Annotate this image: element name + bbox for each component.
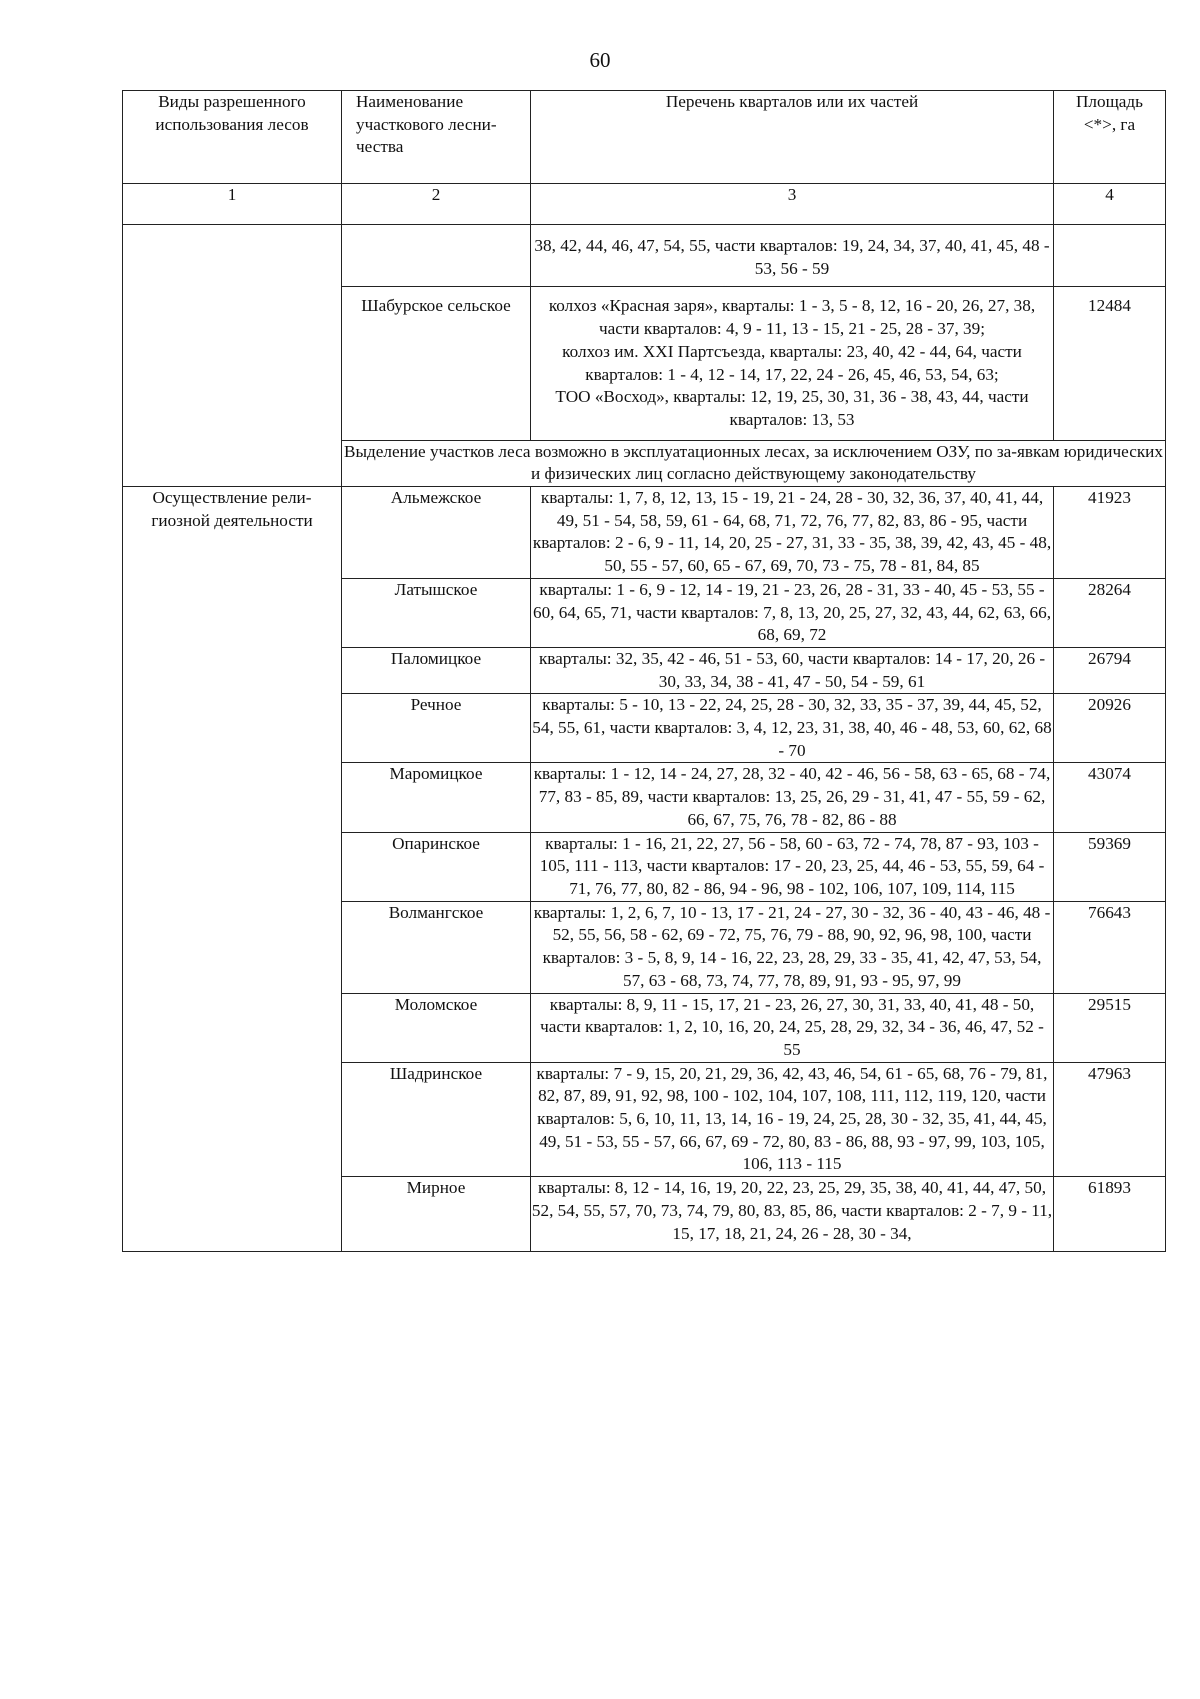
quarters-cell: кварталы: 5 - 10, 13 - 22, 24, 25, 28 - 30, 32, 33, 35 - 37, 39, 44, 45, 52, 54, 55, 61, части кварталов: 3, 4, 12, 23, 31, 38, 40, 46 - 48, 53, 60, 62, 68 - 70 — [531, 694, 1054, 763]
area-cell: 20926 — [1054, 694, 1166, 763]
forestry-cell: Латышское — [342, 578, 531, 647]
quarters-part: ТОО «Восход», кварталы: 12, 19, 25, 30, 31, 36 - 38, 43, 44, части кварталов: 13, 53 — [555, 387, 1029, 429]
forestry-cell: Речное — [342, 694, 531, 763]
column-number: 3 — [531, 184, 1054, 225]
area-cell: 28264 — [1054, 578, 1166, 647]
forestry-cell: Шабурское сельское — [342, 287, 531, 440]
quarters-cell: кварталы: 1, 7, 8, 12, 13, 15 - 19, 21 - 24, 28 - 30, 32, 36, 37, 40, 41, 44, 49, 51 - 54, 58, 59, 61 - 64, 68, 71, 72, 76, 77, 82, 83, 86 - 95, части кварталов: 2 - 6, 9 - 11, 14, 20, 25 - 27, 31, 33 - 35, 38, 39, 42, 43, 45 - 48, 50, 55 - 57, 60, 65 - 67, 69, 70, 73 - 75, 78 - 81, 84, 85 — [531, 487, 1054, 579]
forestry-cell: Шадринское — [342, 1062, 531, 1177]
forestry-cell: Альмежское — [342, 487, 531, 579]
forestry-cell: Мирное — [342, 1177, 531, 1252]
page-number: 60 — [589, 48, 611, 72]
forestry-cell: Паломицкое — [342, 647, 531, 693]
area-cell: 12484 — [1054, 287, 1166, 440]
quarters-cell: кварталы: 1, 2, 6, 7, 10 - 13, 17 - 21, 24 - 27, 30 - 32, 36 - 40, 43 - 46, 48 - 52, 55, 56, 58 - 62, 69 - 72, 75, 76, 79 - 88, 90, 92, 96, 98, 100, части кварталов: 3 - 5, 8, 9, 14 - 16, 22, 23, 28, 29, 33 - 35, 41, 42, 47, 53, 54, 57, 63 - 68, 73, 74, 77, 78, 89, 91, 93 - 95, 97, 99 — [531, 901, 1054, 993]
quarters-cell — [531, 287, 1054, 440]
area-cell — [1054, 225, 1166, 287]
quarters-part: колхоз им. XXI Партсъезда, кварталы: 23, 40, 42 - 44, 64, части кварталов: 1 - 4, 12 - 14, 17, 22, 24 - 26, 45, 46, 53, 54, 63; — [562, 341, 1022, 384]
quarters-cell: кварталы: 8, 9, 11 - 15, 17, 21 - 23, 26, 27, 30, 31, 33, 40, 41, 48 - 50, части кварталов: 1, 2, 10, 16, 20, 24, 25, 28, 29, 32, 34 - 36, 46, 47, 52 - 55 — [531, 993, 1054, 1062]
column-number: 1 — [123, 184, 342, 225]
quarters-cell: 38, 42, 44, 46, 47, 54, 55, части кварталов: 19, 24, 34, 37, 40, 41, 45, 48 - 53, 56 - 59 — [531, 225, 1054, 287]
header-area-unit: <*>, га — [1083, 114, 1136, 134]
header-area — [1054, 91, 1166, 184]
quarters-part: колхоз «Красная заря», кварталы: 1 - 3, 5 - 8, 12, 16 - 20, 26, 27, 38, части кварталов: 4, 9 - 11, 13 - 15, 21 - 25, 28 - 37, 39; — [548, 296, 1036, 339]
header-use-type: Виды разрешенного использования лесов — [123, 91, 342, 184]
use-type-cell: Осуществление рели-гиозной деятельности — [123, 487, 342, 1252]
use-type-cell-empty — [123, 225, 342, 487]
header-quarters-list: Перечень кварталов или их частей — [531, 91, 1054, 184]
area-cell: 47963 — [1054, 1062, 1166, 1177]
header-area-title: Площадь — [1075, 92, 1144, 111]
area-cell: 41923 — [1054, 487, 1166, 579]
forestry-cell: Опаринское — [342, 832, 531, 901]
forestry-cell: Маромицкое — [342, 763, 531, 832]
area-cell: 29515 — [1054, 993, 1166, 1062]
quarters-cell: кварталы: 32, 35, 42 - 46, 51 - 53, 60, части кварталов: 14 - 17, 20, 26 - 30, 33, 34, 38 - 41, 47 - 50, 54 - 59, 61 — [531, 647, 1054, 693]
area-cell: 43074 — [1054, 763, 1166, 832]
area-cell: 26794 — [1054, 647, 1166, 693]
note-cell: Выделение участков леса возможно в эксплуатационных лесах, за исключением ОЗУ, по за-явкам юридических и физических лиц согласно действующему законодательству — [342, 440, 1166, 486]
column-number: 4 — [1054, 184, 1166, 225]
quarters-cell: кварталы: 1 - 12, 14 - 24, 27, 28, 32 - 40, 42 - 46, 56 - 58, 63 - 65, 68 - 74, 77, 83 - 85, 89, части кварталов: 13, 25, 26, 29 - 31, 41, 47 - 55, 59 - 62, 66, 67, 75, 76, 78 - 82, 86 - 88 — [531, 763, 1054, 832]
forestry-cell: Волмангское — [342, 901, 531, 993]
table-header-row — [123, 91, 1166, 184]
quarters-cell: кварталы: 7 - 9, 15, 20, 21, 29, 36, 42, 43, 46, 54, 61 - 65, 68, 76 - 79, 81, 82, 87, 89, 91, 92, 98, 100 - 102, 104, 107, 108, 111, 112, 119, 120, части кварталов: 5, 6, 10, 11, 13, 14, 16 - 19, 24, 25, 28, 30 - 32, 35, 41, 44, 45, 49, 51 - 53, 55 - 57, 66, 67, 69 - 72, 80, 83 - 86, 88, 93 - 97, 99, 103, 105, 106, 113 - 115 — [531, 1062, 1054, 1177]
area-cell: 59369 — [1054, 832, 1166, 901]
header-forestry-name: Наименование участкового лесни-чества — [342, 91, 531, 184]
area-cell: 76643 — [1054, 901, 1166, 993]
forest-use-table — [122, 90, 1166, 1252]
forestry-cell — [342, 225, 531, 287]
column-number-row — [123, 184, 1166, 225]
quarters-cell: кварталы: 1 - 16, 21, 22, 27, 56 - 58, 60 - 63, 72 - 74, 78, 87 - 93, 103 - 105, 111 - 113, части кварталов: 17 - 20, 23, 25, 44, 46 - 53, 55, 59, 64 - 71, 76, 77, 80, 82 - 86, 94 - 96, 98 - 102, 106, 107, 109, 114, 115 — [531, 832, 1054, 901]
quarters-cell: кварталы: 8, 12 - 14, 16, 19, 20, 22, 23, 25, 29, 35, 38, 40, 41, 44, 47, 50, 52, 54, 55, 57, 70, 73, 74, 79, 80, 83, 85, 86, части кварталов: 2 - 7, 9 - 11, 15, 17, 18, 21, 24, 26 - 28, 30 - 34, — [531, 1177, 1054, 1252]
quarters-cell: кварталы: 1 - 6, 9 - 12, 14 - 19, 21 - 23, 26, 28 - 31, 33 - 40, 45 - 53, 55 - 60, 64, 65, 71, части кварталов: 7, 8, 13, 20, 25, 27, 32, 43, 44, 62, 63, 66, 68, 69, 72 — [531, 578, 1054, 647]
column-number: 2 — [342, 184, 531, 225]
forestry-cell: Моломское — [342, 993, 531, 1062]
table-row — [123, 487, 1166, 579]
table-row — [123, 225, 1166, 287]
area-cell: 61893 — [1054, 1177, 1166, 1252]
